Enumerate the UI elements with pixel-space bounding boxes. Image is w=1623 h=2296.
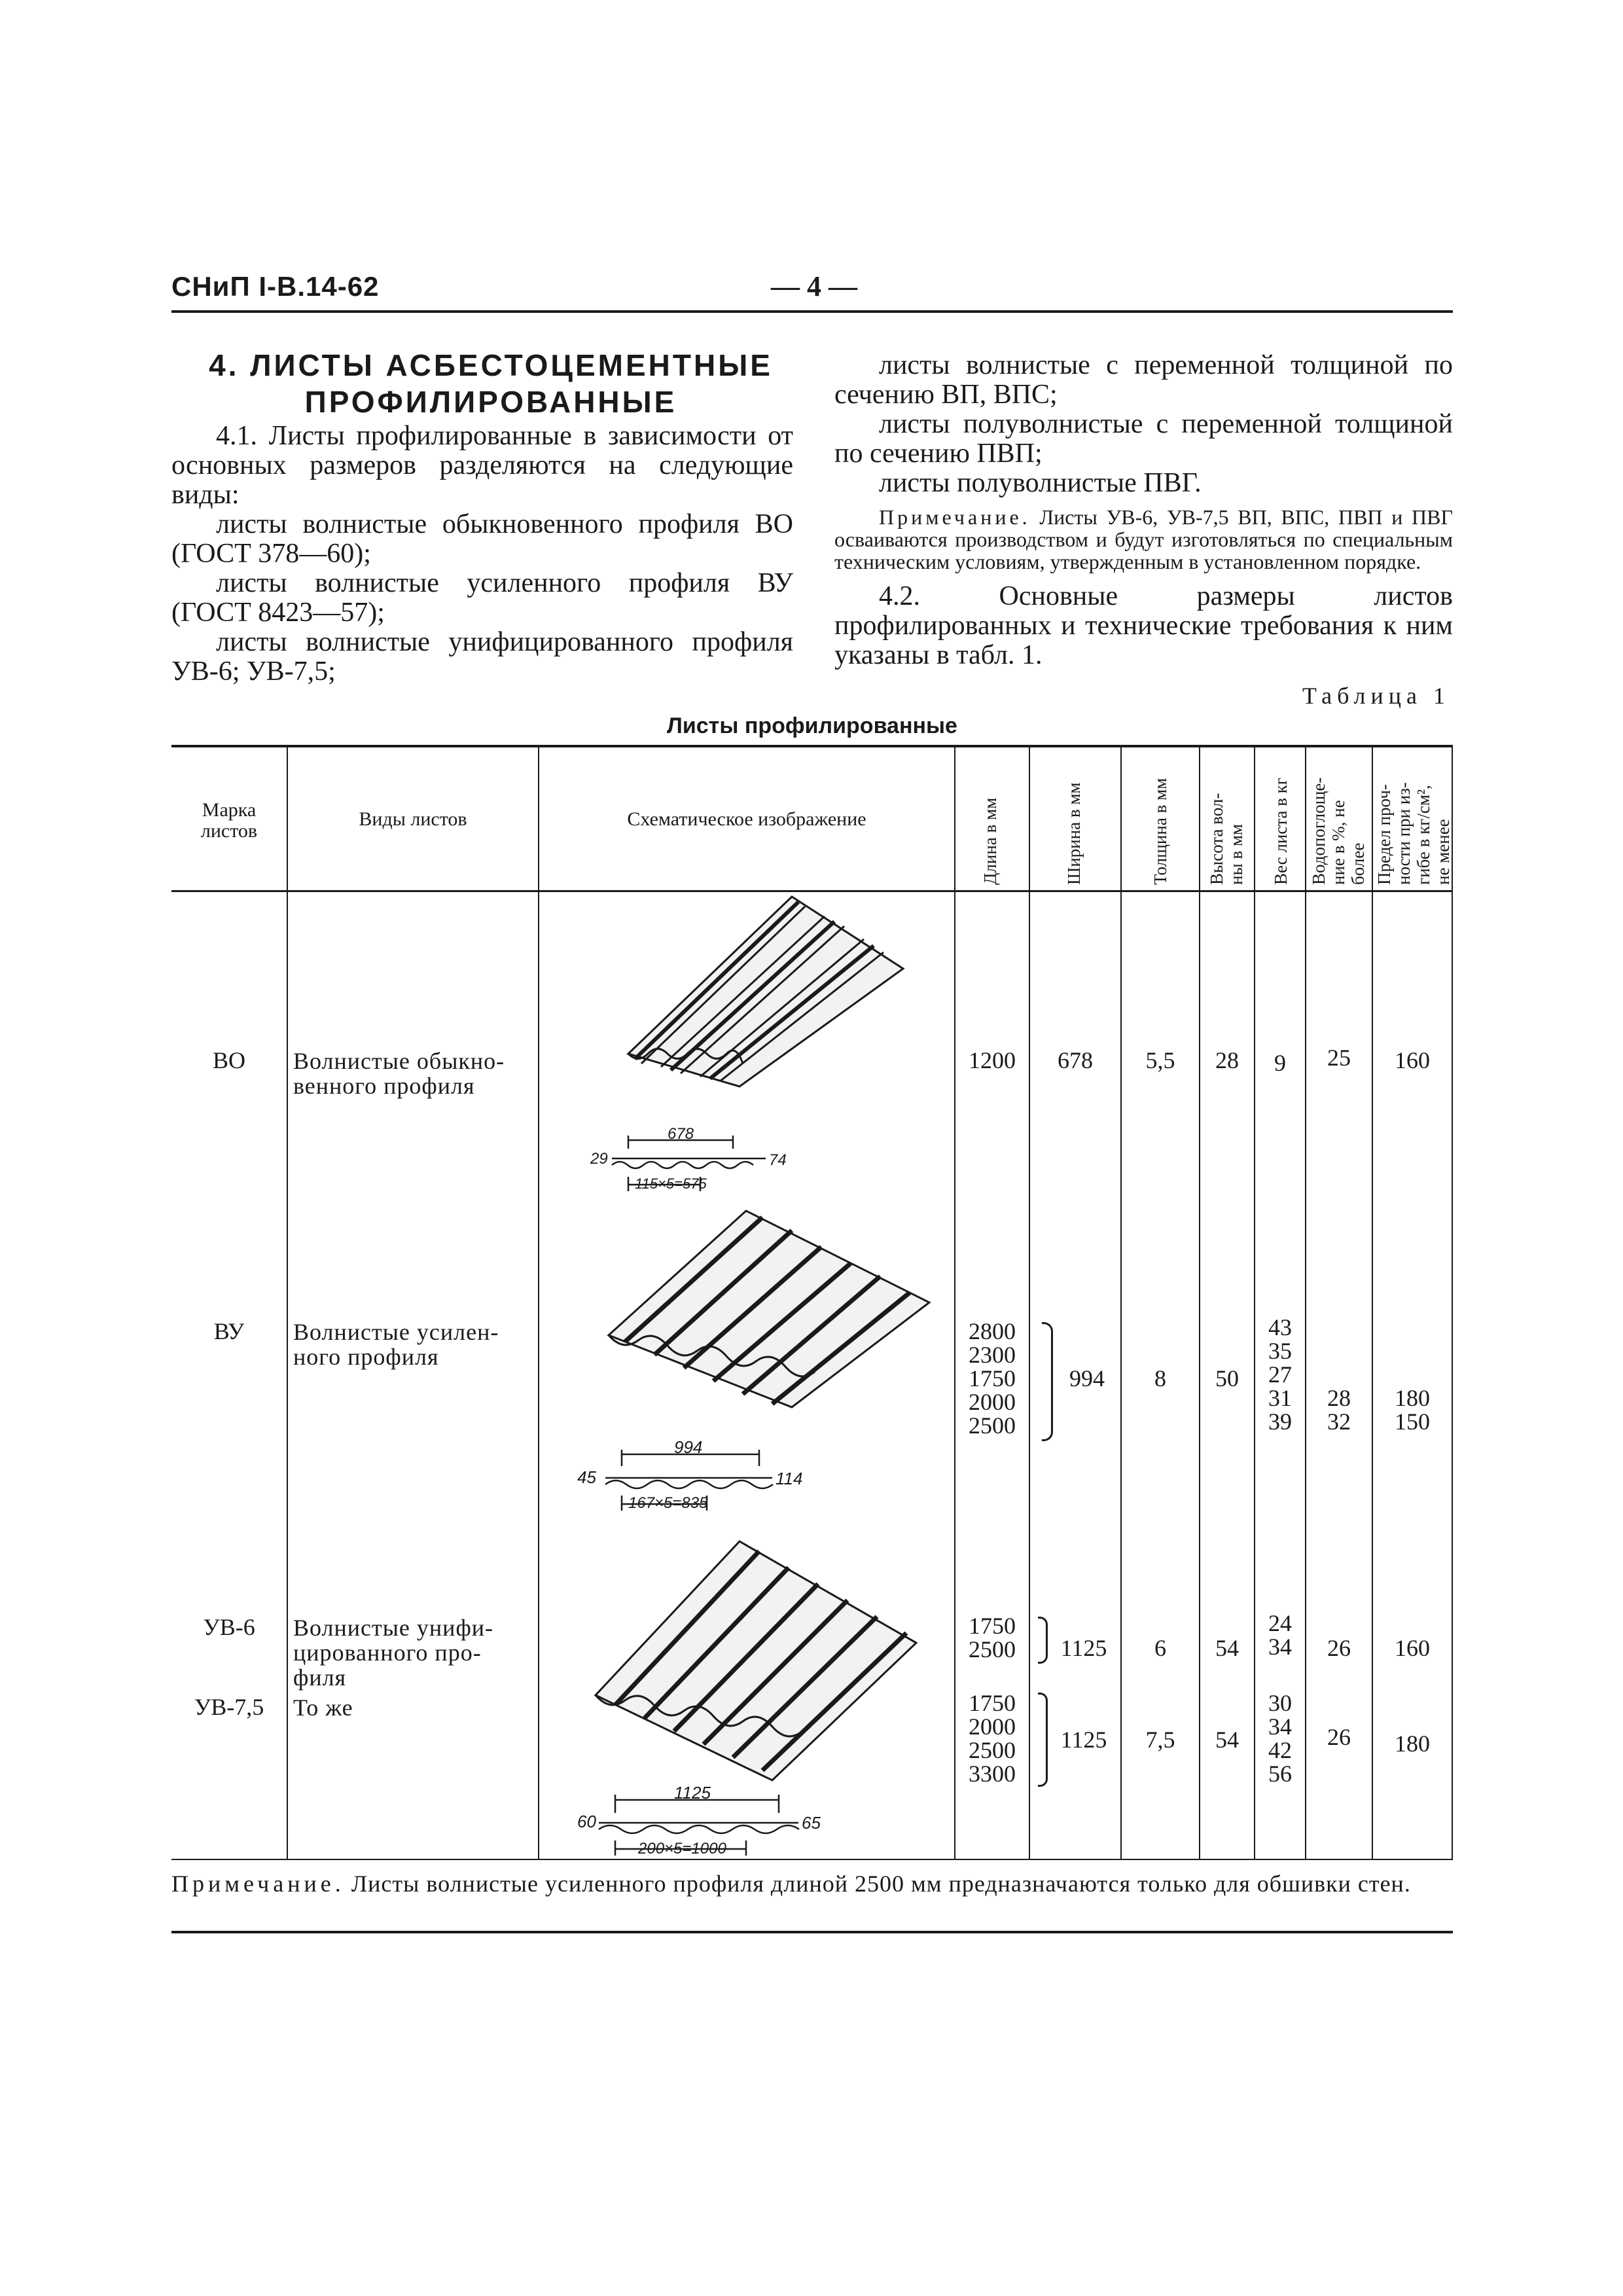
row-vu-weight: 43 35 27 31 39: [1268, 1314, 1292, 1435]
row-uv75-kind: То же: [293, 1695, 353, 1721]
note-label: Примечание.: [879, 505, 1031, 529]
paragraph-4-1: 4.1. Листы профилированные в зависимости от основных размеров разделяются на следующие виды:: [171, 421, 793, 510]
col-divider: [538, 746, 539, 1859]
row-vu-length: 2800 2300 1750 2000 2500: [969, 1318, 1016, 1439]
row-vo-weight: 9: [1274, 1050, 1286, 1076]
row-vu-width: 994: [1069, 1365, 1105, 1391]
right-column: [834, 351, 1453, 670]
list-item-vo: листы волнистые обыкновенного профиля ВО (ГОСТ 378—60);: [171, 509, 793, 569]
bottom-rule: [171, 1931, 1453, 1933]
row-uv6-strength: 160: [1395, 1635, 1430, 1661]
header-thickness: Толщина в мм: [1150, 778, 1170, 885]
brace: [1038, 1693, 1048, 1787]
dim-uv-bottom: 200×5=1000: [638, 1840, 726, 1857]
header-rule: [171, 310, 1453, 313]
section-title-line1: 4. ЛИСТЫ АСБЕСТОЦЕМЕНТНЫЕ: [209, 348, 773, 382]
note-text: Листы УВ-6, УВ-7,5 ВП, ВПС, ПВП и ПВГ осваиваются производством и будут изготовляться по специальным техническим условиям, утвержденным в установленном порядке.: [834, 505, 1454, 573]
col-divider: [1029, 746, 1030, 1859]
dim-uv-left: 60: [577, 1812, 596, 1831]
list-item-vu: листы волнистые усиленного профиля ВУ (ГОСТ 8423—57);: [171, 568, 793, 628]
note: [834, 506, 1453, 573]
table-footnote: [171, 1871, 1453, 1897]
header-strength: Предел проч- ности при из- гибе в кг/см², не менее: [1374, 782, 1453, 885]
row-vo-thickness: 5,5: [1145, 1047, 1175, 1073]
row-uv6-width: 1125: [1060, 1635, 1107, 1661]
row-uv6-wave-height: 54: [1215, 1635, 1239, 1661]
row-uv6-thickness: 6: [1154, 1635, 1166, 1661]
section-title: [196, 347, 785, 420]
page-number: — 4 —: [771, 270, 857, 302]
profile-dimensions-uv: [576, 1787, 825, 1859]
list-item-vp: листы волнистые с переменной толщиной по сечению ВП, ВПС;: [834, 350, 1453, 410]
dim-vu-top: 994: [674, 1440, 703, 1457]
col-divider: [287, 746, 288, 1859]
col-divider: [1452, 746, 1453, 1859]
header-absorption: Водопоглоще- ние в %, не более: [1309, 777, 1368, 885]
row-uv75-thickness: 7,5: [1145, 1727, 1175, 1753]
row-vu-kind: Волнистые усилен- ного профиля: [293, 1319, 499, 1370]
dim-uv-top: 1125: [674, 1787, 711, 1803]
brace: [1042, 1322, 1053, 1441]
header-mark: Марка листов: [200, 799, 258, 842]
header-weight: Вес листа в кг: [1271, 778, 1291, 885]
row-uv6-kind: Волнистые унифи- цированного про- филя: [293, 1615, 494, 1691]
dim-vo-left: 29: [590, 1150, 608, 1168]
row-uv75-length: 1750 2000 2500 3300: [969, 1690, 1016, 1787]
dim-vo-top: 678: [668, 1126, 694, 1143]
corrugated-sheet-vo-drawing: [589, 890, 916, 1093]
dim-vo-bottom: 115×5=575: [635, 1175, 707, 1192]
row-uv6-length: 1750 2500: [969, 1613, 1016, 1662]
col-divider: [1372, 746, 1373, 1859]
row-vu-thickness: 8: [1154, 1365, 1166, 1391]
row-vo-kind: Волнистые обыкно- венного профиля: [293, 1048, 505, 1099]
document-code: СНиП І-В.14-62: [171, 271, 380, 302]
row-uv75-wave-height: 54: [1215, 1727, 1239, 1753]
dim-vu-left: 45: [577, 1467, 596, 1487]
row-vo-width: 678: [1058, 1047, 1093, 1073]
paragraph-4-2: 4.2. Основные размеры листов профилированных и технические требования к ним указаны в табл. 1.: [834, 581, 1453, 670]
header-length: Длина в мм: [980, 797, 1000, 885]
row-uv6-weight: 24 34: [1268, 1610, 1292, 1660]
row-uv75-mark: УВ-7,5: [194, 1694, 264, 1720]
table-top-rule: [171, 745, 1453, 747]
col-divider: [1199, 746, 1200, 1859]
row-vo-mark: ВО: [212, 1047, 245, 1073]
header-kind: Виды листов: [359, 808, 467, 830]
row-uv75-width: 1125: [1060, 1727, 1107, 1753]
corrugated-sheet-vu-drawing: [596, 1198, 936, 1414]
table-title: Листы профилированные: [667, 713, 957, 738]
table-bottom-rule: [171, 1859, 1453, 1860]
dim-uv-right: 65: [802, 1813, 821, 1833]
row-uv75-strength: 180: [1395, 1731, 1430, 1757]
row-vu-absorption: 28 32: [1327, 1385, 1351, 1435]
brace: [1038, 1617, 1048, 1664]
row-vo-strength: 160: [1395, 1047, 1430, 1073]
left-column: [171, 422, 793, 687]
row-uv75-absorption: 26: [1327, 1724, 1351, 1750]
footnote-text: Листы волнистые усиленного профиля длиной 2500 мм предназначаются только для обшивки стен.: [351, 1871, 1411, 1897]
table-label: Таблица 1: [1302, 683, 1450, 709]
list-item-pvp: листы полуволнистые с переменной толщиной по сечению ПВП;: [834, 409, 1453, 469]
row-vu-mark: ВУ: [213, 1318, 245, 1344]
header-scheme: Схематическое изображение: [627, 808, 866, 830]
profile-dimensions-vo: [589, 1126, 798, 1198]
row-uv6-absorption: 26: [1327, 1635, 1351, 1661]
dim-vu-right: 114: [776, 1469, 803, 1488]
corrugated-sheet-uv-drawing: [576, 1532, 923, 1787]
profile-dimensions-vu: [576, 1440, 812, 1518]
section-title-line2: ПРОФИЛИРОВАННЫЕ: [304, 385, 677, 419]
list-item-pvg: листы полуволнистые ПВГ.: [879, 468, 1202, 498]
col-divider: [1120, 746, 1122, 1859]
dim-vu-bottom: 167×5=835: [628, 1494, 708, 1512]
row-vo-absorption: 25: [1327, 1045, 1351, 1071]
col-divider: [1305, 746, 1306, 1859]
row-vo-wave-height: 28: [1215, 1047, 1239, 1073]
row-vo-length: 1200: [969, 1047, 1016, 1073]
row-vu-strength: 180 150: [1395, 1385, 1430, 1435]
list-item-uv: листы волнистые унифицированного профиля УВ-6; УВ-7,5;: [171, 627, 793, 687]
row-uv75-weight: 30 34 42 56: [1268, 1690, 1292, 1787]
row-vu-wave-height: 50: [1215, 1365, 1239, 1391]
header-width: Ширина в мм: [1064, 782, 1084, 885]
header-wave-height: Высота вол- ны в мм: [1207, 793, 1246, 885]
dim-vo-right: 74: [769, 1151, 787, 1169]
row-uv6-mark: УВ-6: [203, 1614, 255, 1640]
footnote-label: Примечание.: [171, 1871, 345, 1897]
